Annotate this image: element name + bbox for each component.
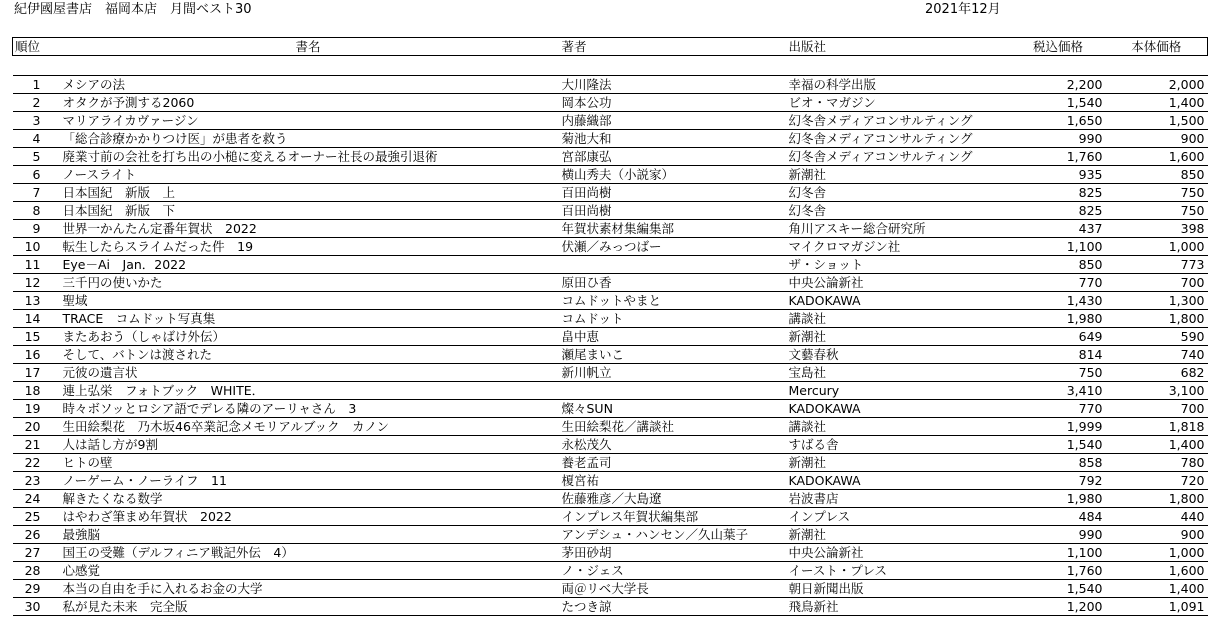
- cell-price-base: 440: [1106, 508, 1208, 526]
- cell-price-base: 1,600: [1106, 148, 1208, 166]
- cell-publisher: 幻冬舎メディアコンサルティング: [787, 130, 1011, 148]
- cell-title: ノーゲーム・ノーライフ 11: [57, 472, 560, 490]
- cell-publisher: Mercury: [787, 382, 1011, 400]
- cell-price-base: 750: [1106, 202, 1208, 220]
- cell-publisher: 中央公論新社: [787, 274, 1011, 292]
- col-header-rank: 順位: [13, 38, 57, 56]
- cell-price-base: 682: [1106, 364, 1208, 382]
- cell-price-tax-in: 935: [1011, 166, 1106, 184]
- cell-rank: 18: [13, 382, 57, 400]
- cell-publisher: KADOKAWA: [787, 400, 1011, 418]
- cell-rank: 10: [13, 238, 57, 256]
- cell-publisher: 幻冬舎: [787, 202, 1011, 220]
- cell-price-base: 900: [1106, 526, 1208, 544]
- cell-rank: 26: [13, 526, 57, 544]
- cell-title: Eye－Ai Jan．2022: [57, 256, 560, 274]
- table-row: [13, 184, 1208, 202]
- cell-price-base: 700: [1106, 400, 1208, 418]
- cell-price-base: 750: [1106, 184, 1208, 202]
- table-row: [13, 202, 1208, 220]
- cell-title: そして、バトンは渡された: [57, 346, 560, 364]
- table-row: [13, 382, 1208, 400]
- table-row: [13, 94, 1208, 112]
- cell-publisher: 幻冬舎メディアコンサルティング: [787, 112, 1011, 130]
- cell-price-tax-in: 1,980: [1011, 310, 1106, 328]
- cell-publisher: KADOKAWA: [787, 292, 1011, 310]
- table-row: [13, 598, 1208, 616]
- col-header-title: 書名: [57, 38, 560, 56]
- cell-rank: 5: [13, 148, 57, 166]
- cell-publisher: 朝日新聞出版: [787, 580, 1011, 598]
- cell-title: 転生したらスライムだった件 19: [57, 238, 560, 256]
- cell-title: オタクが予測する2060: [57, 94, 560, 112]
- cell-author: 岡本公功: [560, 94, 787, 112]
- cell-price-base: 3,100: [1106, 382, 1208, 400]
- cell-title: 元彼の遺言状: [57, 364, 560, 382]
- table-row: [13, 364, 1208, 382]
- blank-row: [13, 56, 1208, 76]
- cell-rank: 12: [13, 274, 57, 292]
- cell-author: 百田尚樹: [560, 184, 787, 202]
- cell-rank: 4: [13, 130, 57, 148]
- cell-price-base: 2,000: [1106, 76, 1208, 94]
- cell-publisher: 幸福の科学出版: [787, 76, 1011, 94]
- cell-rank: 3: [13, 112, 57, 130]
- cell-price-tax-in: 770: [1011, 400, 1106, 418]
- cell-rank: 19: [13, 400, 57, 418]
- table-row: [13, 220, 1208, 238]
- cell-publisher: KADOKAWA: [787, 472, 1011, 490]
- cell-price-base: 1,300: [1106, 292, 1208, 310]
- cell-publisher: 文藝春秋: [787, 346, 1011, 364]
- sheet-title: 紀伊國屋書店 福岡本店 月間ベスト30: [14, 2, 252, 17]
- cell-price-tax-in: 1,100: [1011, 544, 1106, 562]
- cell-author: 燦々SUN: [560, 400, 787, 418]
- cell-author: 永松茂久: [560, 436, 787, 454]
- table-row: [13, 490, 1208, 508]
- cell-price-tax-in: 1,100: [1011, 238, 1106, 256]
- cell-author: 生田絵梨花／講談社: [560, 418, 787, 436]
- cell-publisher: 幻冬舎メディアコンサルティング: [787, 148, 1011, 166]
- cell-author: 百田尚樹: [560, 202, 787, 220]
- cell-price-tax-in: 825: [1011, 202, 1106, 220]
- cell-price-base: 1,500: [1106, 112, 1208, 130]
- blank-cell: [13, 56, 1208, 76]
- cell-author: 新川帆立: [560, 364, 787, 382]
- cell-price-base: 1,600: [1106, 562, 1208, 580]
- cell-author: 宮部康弘: [560, 148, 787, 166]
- cell-title: 人は話し方が9割: [57, 436, 560, 454]
- cell-price-tax-in: 1,540: [1011, 436, 1106, 454]
- cell-price-base: 780: [1106, 454, 1208, 472]
- cell-price-base: 1,091: [1106, 598, 1208, 616]
- cell-price-tax-in: 770: [1011, 274, 1106, 292]
- cell-price-tax-in: 1,999: [1011, 418, 1106, 436]
- cell-title: 時々ボソッとロシア語でデレる隣のアーリャさん 3: [57, 400, 560, 418]
- cell-price-tax-in: 649: [1011, 328, 1106, 346]
- cell-title: 世界一かんたん定番年賀状 2022: [57, 220, 560, 238]
- cell-price-tax-in: 990: [1011, 526, 1106, 544]
- cell-publisher: ビオ・マガジン: [787, 94, 1011, 112]
- cell-price-base: 1,400: [1106, 580, 1208, 598]
- cell-price-tax-in: 1,200: [1011, 598, 1106, 616]
- cell-title: 国王の受難（デルフィニア戦記外伝 4）: [57, 544, 560, 562]
- table-row: [13, 346, 1208, 364]
- table-row: [13, 328, 1208, 346]
- cell-rank: 27: [13, 544, 57, 562]
- cell-author: 大川隆法: [560, 76, 787, 94]
- cell-price-base: 1,000: [1106, 238, 1208, 256]
- cell-price-tax-in: 1,430: [1011, 292, 1106, 310]
- table-row: [13, 508, 1208, 526]
- table-row: [13, 238, 1208, 256]
- cell-publisher: ザ・ショット: [787, 256, 1011, 274]
- cell-publisher: 岩波書店: [787, 490, 1011, 508]
- cell-title: 最強脳: [57, 526, 560, 544]
- cell-author: 両＠リベ大学長: [560, 580, 787, 598]
- cell-price-base: 1,400: [1106, 94, 1208, 112]
- cell-title: ヒトの壁: [57, 454, 560, 472]
- cell-title: ノースライト: [57, 166, 560, 184]
- table-row: [13, 130, 1208, 148]
- cell-title: 日本国紀 新版 上: [57, 184, 560, 202]
- cell-rank: 29: [13, 580, 57, 598]
- cell-author: コムドットやまと: [560, 292, 787, 310]
- cell-rank: 16: [13, 346, 57, 364]
- cell-rank: 14: [13, 310, 57, 328]
- cell-author: 瀬尾まいこ: [560, 346, 787, 364]
- cell-price-tax-in: 1,760: [1011, 562, 1106, 580]
- cell-price-base: 740: [1106, 346, 1208, 364]
- cell-author: 菊池大和: [560, 130, 787, 148]
- cell-price-base: 1,818: [1106, 418, 1208, 436]
- cell-title: マリアライカヴァージン: [57, 112, 560, 130]
- cell-title: メシアの法: [57, 76, 560, 94]
- cell-title: はやわざ筆まめ年賀状 2022: [57, 508, 560, 526]
- cell-price-tax-in: 825: [1011, 184, 1106, 202]
- cell-author: 養老孟司: [560, 454, 787, 472]
- report-month: 2021年12月: [925, 2, 1001, 17]
- cell-publisher: 中央公論新社: [787, 544, 1011, 562]
- cell-author: 横山秀夫（小説家）: [560, 166, 787, 184]
- cell-price-base: 590: [1106, 328, 1208, 346]
- col-header-publisher: 出版社: [787, 38, 1011, 56]
- cell-publisher: 新潮社: [787, 526, 1011, 544]
- col-header-author: 著者: [560, 38, 787, 56]
- cell-price-tax-in: 1,760: [1011, 148, 1106, 166]
- cell-price-tax-in: 1,650: [1011, 112, 1106, 130]
- table-body: [13, 56, 1208, 616]
- bestseller-table: [12, 37, 1208, 616]
- cell-price-tax-in: 750: [1011, 364, 1106, 382]
- cell-rank: 9: [13, 220, 57, 238]
- cell-publisher: 新潮社: [787, 328, 1011, 346]
- cell-price-base: 1,800: [1106, 310, 1208, 328]
- cell-rank: 2: [13, 94, 57, 112]
- cell-rank: 13: [13, 292, 57, 310]
- header-row: [13, 38, 1208, 56]
- cell-price-tax-in: 3,410: [1011, 382, 1106, 400]
- cell-price-tax-in: 1,980: [1011, 490, 1106, 508]
- cell-title: 心感覚: [57, 562, 560, 580]
- cell-title: 廃業寸前の会社を打ち出の小槌に変えるオーナー社長の最強引退術: [57, 148, 560, 166]
- cell-title: 解きたくなる数学: [57, 490, 560, 508]
- cell-rank: 7: [13, 184, 57, 202]
- table-row: [13, 148, 1208, 166]
- table-row: [13, 454, 1208, 472]
- cell-publisher: 角川アスキー総合研究所: [787, 220, 1011, 238]
- cell-rank: 1: [13, 76, 57, 94]
- cell-price-tax-in: 990: [1011, 130, 1106, 148]
- cell-author: たつき諒: [560, 598, 787, 616]
- table-row: [13, 544, 1208, 562]
- table-row: [13, 436, 1208, 454]
- cell-price-base: 398: [1106, 220, 1208, 238]
- table-row: [13, 292, 1208, 310]
- cell-price-base: 773: [1106, 256, 1208, 274]
- cell-author: 畠中恵: [560, 328, 787, 346]
- cell-rank: 11: [13, 256, 57, 274]
- cell-author: アンデシュ・ハンセン／久山葉子: [560, 526, 787, 544]
- cell-title: TRACE コムドット写真集: [57, 310, 560, 328]
- cell-publisher: すばる舎: [787, 436, 1011, 454]
- cell-price-base: 700: [1106, 274, 1208, 292]
- cell-price-tax-in: 1,540: [1011, 94, 1106, 112]
- cell-price-tax-in: 1,540: [1011, 580, 1106, 598]
- cell-price-tax-in: 437: [1011, 220, 1106, 238]
- cell-publisher: 新潮社: [787, 454, 1011, 472]
- cell-author: 伏瀬／みっつばー: [560, 238, 787, 256]
- col-header-price-base: 本体価格: [1106, 38, 1208, 56]
- cell-title: 連上弘栄 フォトブック WHITE．: [57, 382, 560, 400]
- table-row: [13, 310, 1208, 328]
- cell-rank: 22: [13, 454, 57, 472]
- table-row: [13, 112, 1208, 130]
- table-row: [13, 400, 1208, 418]
- table-row: [13, 472, 1208, 490]
- cell-author: [560, 382, 787, 400]
- cell-publisher: 新潮社: [787, 166, 1011, 184]
- cell-rank: 23: [13, 472, 57, 490]
- cell-title: 日本国紀 新版 下: [57, 202, 560, 220]
- cell-publisher: 講談社: [787, 310, 1011, 328]
- cell-price-base: 1,000: [1106, 544, 1208, 562]
- cell-publisher: インプレス: [787, 508, 1011, 526]
- cell-author: インプレス年賀状編集部: [560, 508, 787, 526]
- cell-rank: 15: [13, 328, 57, 346]
- cell-price-base: 900: [1106, 130, 1208, 148]
- cell-author: コムドット: [560, 310, 787, 328]
- cell-price-base: 1,800: [1106, 490, 1208, 508]
- table-row: [13, 562, 1208, 580]
- cell-rank: 25: [13, 508, 57, 526]
- cell-rank: 24: [13, 490, 57, 508]
- cell-price-base: 720: [1106, 472, 1208, 490]
- cell-price-tax-in: 850: [1011, 256, 1106, 274]
- table-row: [13, 256, 1208, 274]
- cell-price-tax-in: 2,200: [1011, 76, 1106, 94]
- table-row: [13, 526, 1208, 544]
- cell-rank: 17: [13, 364, 57, 382]
- cell-price-tax-in: 814: [1011, 346, 1106, 364]
- table-row: [13, 166, 1208, 184]
- cell-publisher: 宝島社: [787, 364, 1011, 382]
- table-row: [13, 580, 1208, 598]
- cell-price-tax-in: 792: [1011, 472, 1106, 490]
- cell-title: 聖域: [57, 292, 560, 310]
- cell-publisher: 講談社: [787, 418, 1011, 436]
- cell-title: 本当の自由を手に入れるお金の大学: [57, 580, 560, 598]
- cell-title: 三千円の使いかた: [57, 274, 560, 292]
- cell-rank: 28: [13, 562, 57, 580]
- cell-title: 「総合診療かかりつけ医」が患者を救う: [57, 130, 560, 148]
- cell-price-base: 1,400: [1106, 436, 1208, 454]
- cell-author: 茅田砂胡: [560, 544, 787, 562]
- cell-price-tax-in: 484: [1011, 508, 1106, 526]
- cell-author: ノ・ジェス: [560, 562, 787, 580]
- cell-publisher: イースト・プレス: [787, 562, 1011, 580]
- cell-rank: 6: [13, 166, 57, 184]
- cell-rank: 8: [13, 202, 57, 220]
- cell-publisher: 飛鳥新社: [787, 598, 1011, 616]
- cell-author: [560, 256, 787, 274]
- cell-author: 年賀状素材集編集部: [560, 220, 787, 238]
- cell-author: 内藤織部: [560, 112, 787, 130]
- cell-title: またあおう（しゃばけ外伝）: [57, 328, 560, 346]
- cell-price-base: 850: [1106, 166, 1208, 184]
- cell-publisher: 幻冬舎: [787, 184, 1011, 202]
- cell-rank: 20: [13, 418, 57, 436]
- cell-title: 私が見た未来 完全版: [57, 598, 560, 616]
- cell-rank: 30: [13, 598, 57, 616]
- cell-price-tax-in: 858: [1011, 454, 1106, 472]
- cell-author: 佐藤雅彦／大島遼: [560, 490, 787, 508]
- cell-rank: 21: [13, 436, 57, 454]
- table-row: [13, 76, 1208, 94]
- table-row: [13, 418, 1208, 436]
- cell-author: 原田ひ香: [560, 274, 787, 292]
- col-header-price-tax-in: 税込価格: [1011, 38, 1106, 56]
- cell-title: 生田絵梨花 乃木坂46卒業記念メモリアルブック カノン: [57, 418, 560, 436]
- cell-author: 榎宮祐: [560, 472, 787, 490]
- cell-publisher: マイクロマガジン社: [787, 238, 1011, 256]
- table-row: [13, 274, 1208, 292]
